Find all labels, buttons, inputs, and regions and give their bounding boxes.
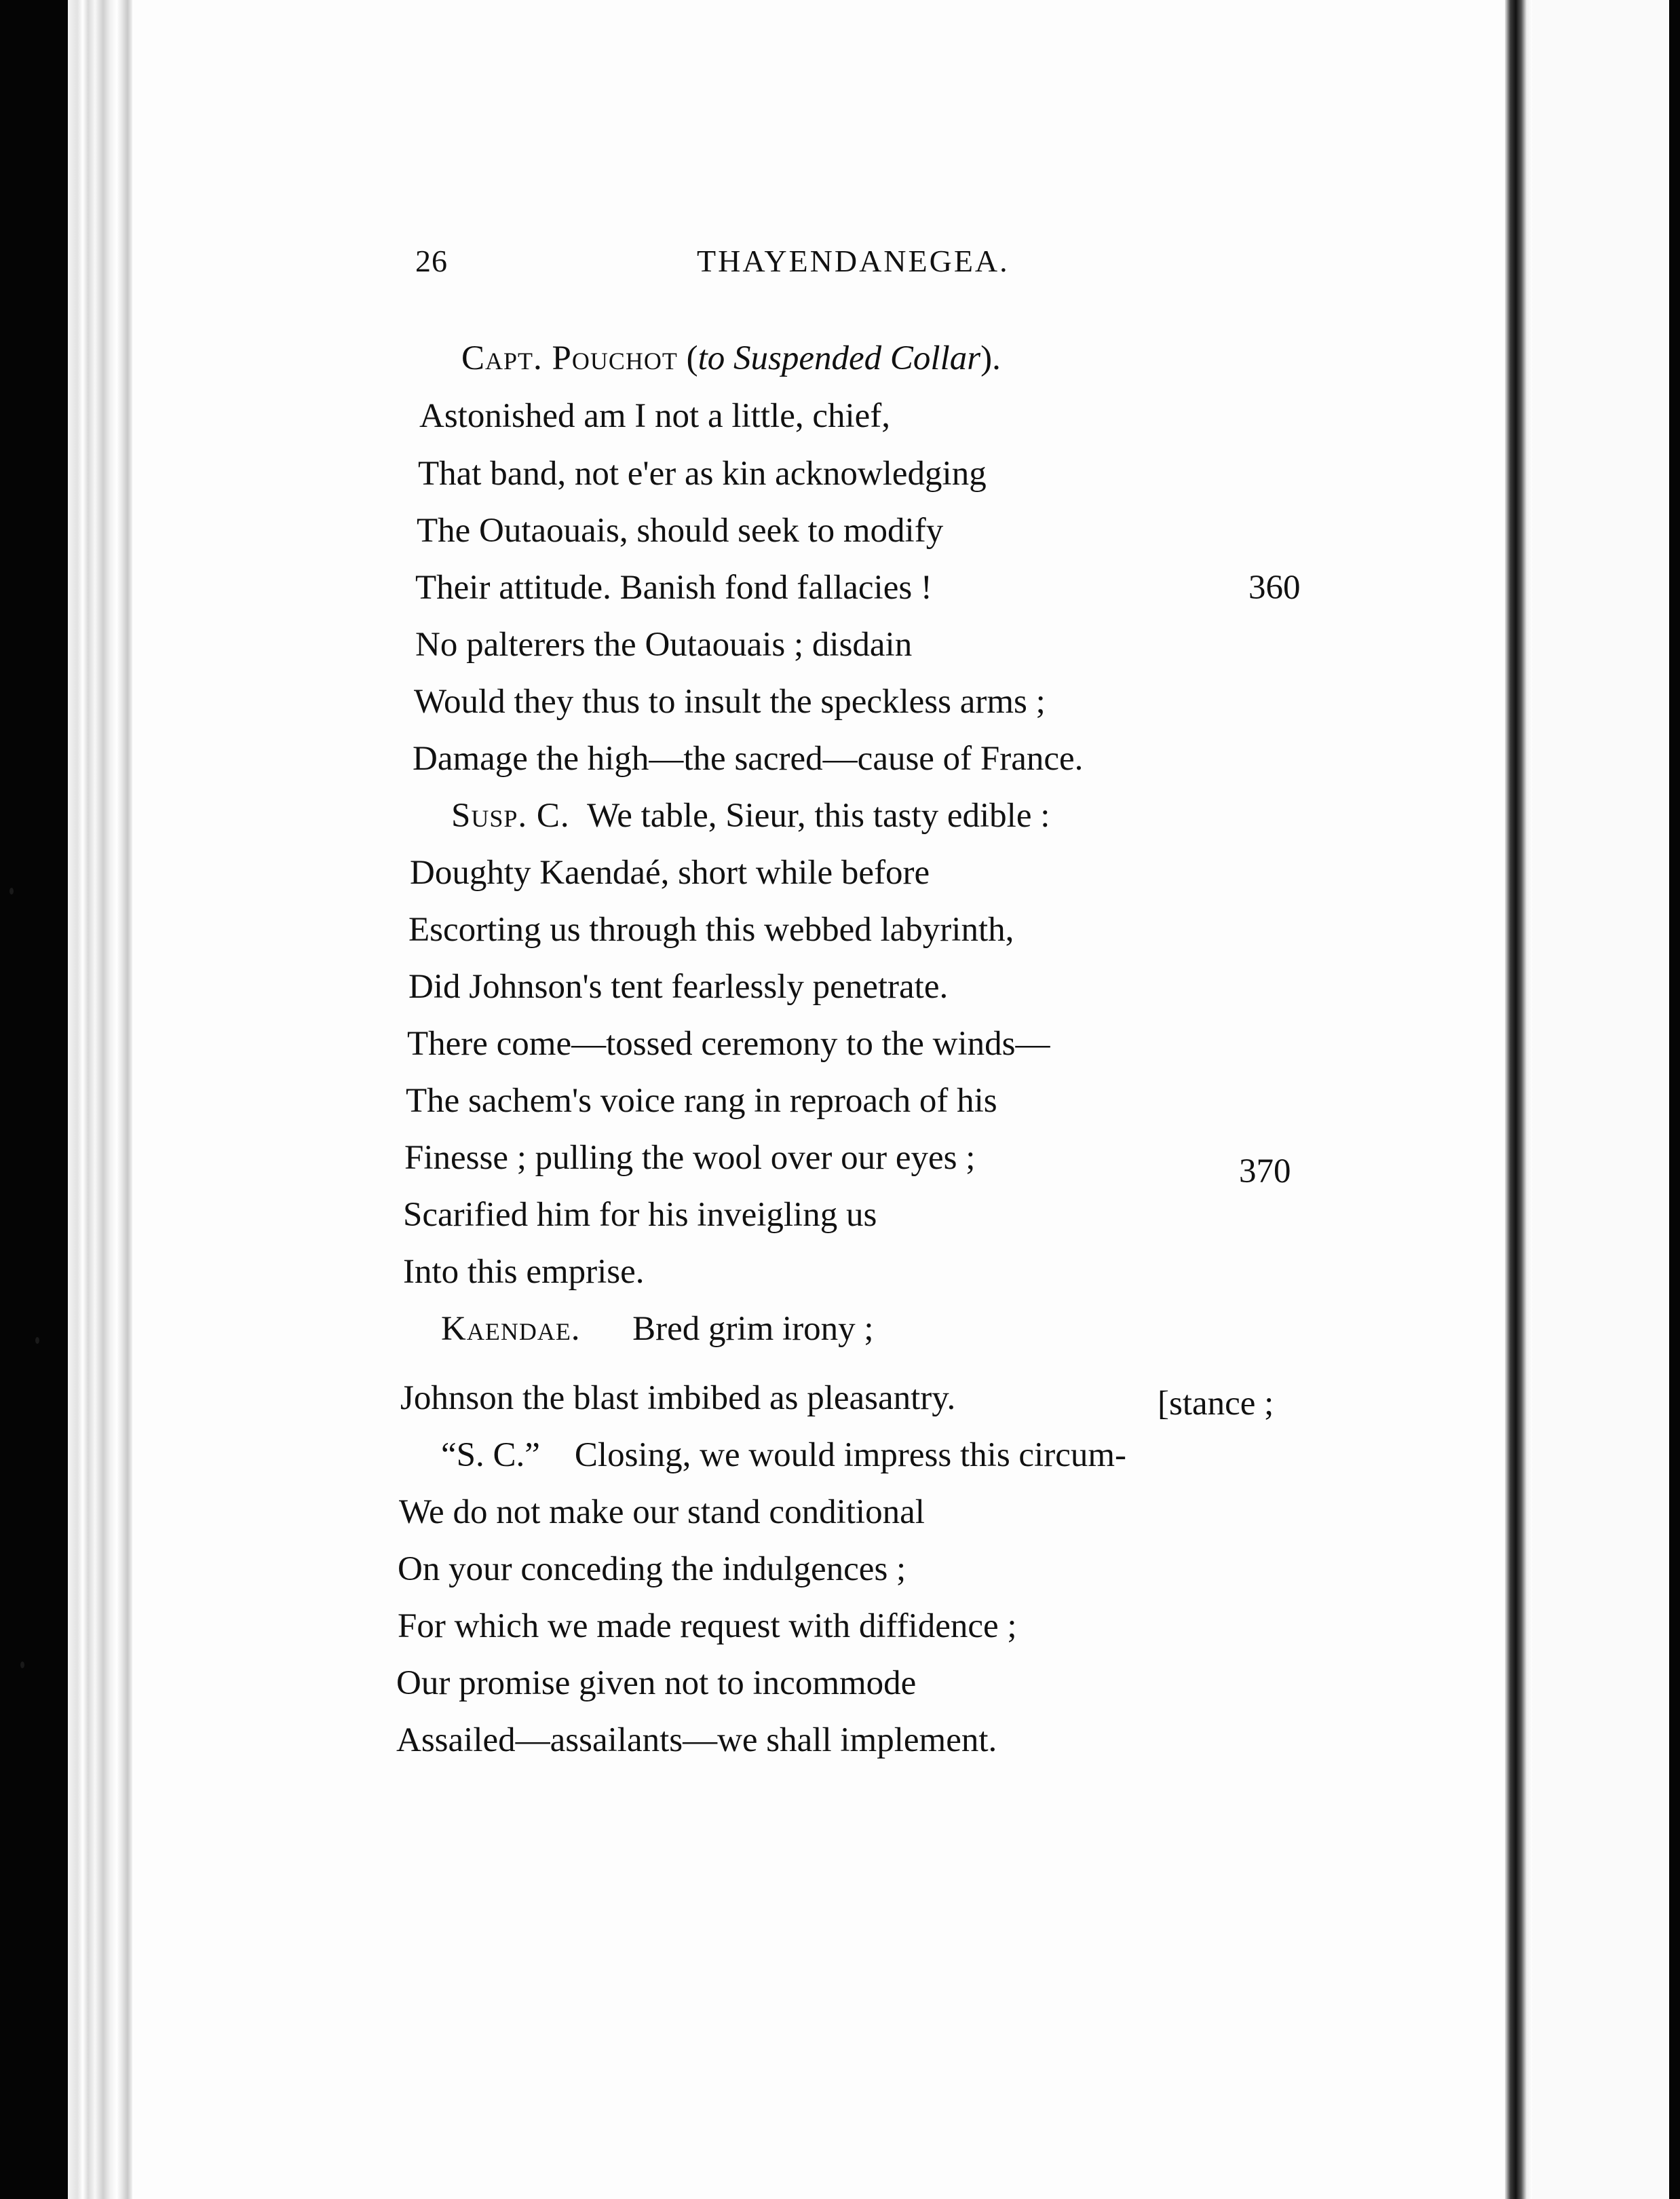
right-scan-border xyxy=(1669,0,1680,2199)
verse-line: Our promise given not to incommode xyxy=(396,1664,917,1702)
stage-direction-text: to Suspended Collar xyxy=(698,339,981,377)
speaker-capt-pouchot: Capt. Pouchot xyxy=(461,339,678,377)
verse-line: The Outaouais, should seek to modify xyxy=(417,512,944,550)
stage-direction-close: ). xyxy=(980,339,1001,377)
page-number: 26 xyxy=(415,244,448,278)
verse-line: Scarified him for his inveigling us xyxy=(403,1196,877,1234)
verse-line: Doughty Kaendaé, short while before xyxy=(410,854,930,892)
stage-direction xyxy=(461,331,1001,386)
speaker-kaendae: Kaendae. xyxy=(441,1310,581,1348)
speaker-susp-c: Susp. C. xyxy=(451,797,570,835)
verse-text: We table, Sieur, this tasty edible : xyxy=(587,797,1050,835)
page-gutter xyxy=(68,0,132,2199)
verse-line: Finesse ; pulling the wool over our eyes ; xyxy=(404,1139,976,1177)
verse-line: Astonished am I not a little, chief, xyxy=(419,397,891,435)
verse-line: Damage the high—the sacred—cause of France. xyxy=(413,740,1084,778)
running-title: THAYENDANEGEA. xyxy=(697,244,1010,278)
verse-line: No palterers the Outaouais ; disdain xyxy=(415,626,913,664)
speech-line xyxy=(451,789,1050,843)
speech-line xyxy=(441,1302,874,1356)
left-scan-border xyxy=(0,0,68,2199)
verse-line: The sachem's voice rang in reproach of his xyxy=(406,1082,997,1120)
scan-speck xyxy=(20,1661,24,1668)
verse-line: We do not make our stand conditional xyxy=(399,1493,925,1531)
verse-line: On your conceding the indulgences ; xyxy=(398,1550,906,1588)
verse-text: Closing, we would impress this circum- xyxy=(574,1436,1126,1474)
speaker-s-c: “S. C.” xyxy=(441,1436,540,1474)
facing-page-edge xyxy=(1532,0,1680,2199)
page-spine-edge xyxy=(1505,0,1532,2199)
verse-line: Did Johnson's tent fearlessly penetrate. xyxy=(408,968,949,1006)
verse-line: For which we made request with diffidence ; xyxy=(398,1607,1017,1645)
verse-line: Johnson the blast imbibed as pleasantry. xyxy=(400,1379,956,1417)
verse-line: Their attitude. Banish fond fallacies ! xyxy=(415,569,932,607)
verse-line: That band, not e'er as kin acknowledging xyxy=(418,455,987,493)
verse-line: Assailed—assailants—we shall implement. xyxy=(396,1721,997,1759)
carryover-text: [stance ; xyxy=(1158,1385,1274,1423)
verse-line: Into this emprise. xyxy=(403,1253,645,1291)
speech-line xyxy=(441,1428,1126,1482)
stage-direction-open: ( xyxy=(677,339,698,377)
verse-line: Escorting us through this webbed labyrinth, xyxy=(408,911,1014,949)
line-number-370: 370 xyxy=(1239,1152,1291,1190)
verse-text: Bred grim irony ; xyxy=(632,1310,874,1348)
verse-line: Would they thus to insult the speckless arms ; xyxy=(414,683,1046,721)
scan-speck xyxy=(35,1337,39,1344)
line-number-360: 360 xyxy=(1248,569,1301,607)
running-head xyxy=(415,243,1352,290)
verse-line: There come—tossed ceremony to the winds— xyxy=(407,1025,1050,1063)
scan-speck xyxy=(9,888,14,895)
